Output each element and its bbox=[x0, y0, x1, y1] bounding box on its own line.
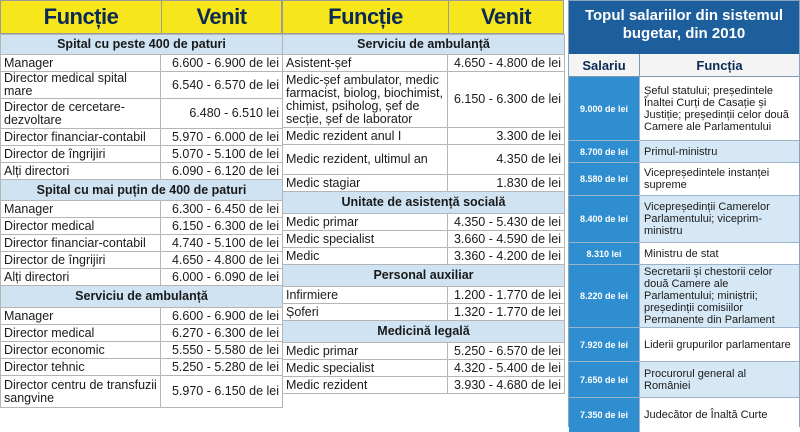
row-function: Director centru de transfuzii sangvine bbox=[1, 376, 161, 408]
row-income: 5.970 - 6.000 de lei bbox=[161, 129, 283, 146]
row-function: Medic specialist bbox=[283, 231, 448, 248]
table-row bbox=[1, 55, 283, 72]
table-row bbox=[1, 269, 283, 286]
function-text: Secretarii și chestorii celor două Camere ale Parlamentului; miniștrii; președinții comisiilor Permanente din Parlament bbox=[644, 266, 775, 326]
list-item bbox=[569, 163, 799, 196]
salary-badge: 8.580 de lei bbox=[569, 163, 640, 195]
table-row bbox=[1, 308, 283, 325]
section-title: Unitate de asistență socială bbox=[283, 192, 565, 214]
row-function: Director medical spital mare bbox=[1, 72, 161, 99]
salary-badge: 8.400 de lei bbox=[569, 196, 640, 242]
salary-badge: 8.310 lei bbox=[569, 243, 640, 264]
function-text: Ministru de stat bbox=[640, 243, 799, 264]
middle-table bbox=[282, 34, 565, 394]
section-title: Spital cu mai puțin de 400 de paturi bbox=[1, 180, 283, 201]
table-row bbox=[1, 201, 283, 218]
table-row bbox=[283, 72, 565, 128]
salary-badge: 9.000 de lei bbox=[569, 77, 640, 140]
row-function: Director tehnic bbox=[1, 359, 161, 376]
table-row bbox=[1, 146, 283, 163]
table-row bbox=[283, 287, 565, 304]
list-item bbox=[569, 141, 799, 163]
row-function: Director medical bbox=[1, 325, 161, 342]
row-function: Director financiar-contabil bbox=[1, 235, 161, 252]
table-row bbox=[283, 343, 565, 360]
row-income: 6.270 - 6.300 de lei bbox=[161, 325, 283, 342]
row-function: Director de îngrijiri bbox=[1, 146, 161, 163]
salary-badge: 8.700 de lei bbox=[569, 141, 640, 162]
row-function: Director de îngrijiri bbox=[1, 252, 161, 269]
row-income: 3.300 de lei bbox=[448, 128, 565, 145]
table-row bbox=[283, 248, 565, 265]
row-function: Medic stagiar bbox=[283, 175, 448, 192]
left-header-function: Funcție bbox=[1, 1, 162, 33]
row-income: 3.930 - 4.680 de lei bbox=[448, 377, 565, 394]
table-row bbox=[283, 175, 565, 192]
row-income: 5.970 - 6.150 de lei bbox=[161, 376, 283, 408]
row-income: 5.550 - 5.580 de lei bbox=[161, 342, 283, 359]
row-income: 4.650 - 4.800 de lei bbox=[161, 252, 283, 269]
row-income: 6.150 - 6.300 de lei bbox=[448, 72, 565, 128]
middle-column bbox=[282, 0, 564, 427]
list-item bbox=[569, 328, 799, 362]
row-function: Medic primar bbox=[283, 343, 448, 360]
row-function: Medic rezident bbox=[283, 377, 448, 394]
row-function: Alți directori bbox=[1, 269, 161, 286]
table-row bbox=[1, 129, 283, 146]
list-item bbox=[569, 362, 799, 398]
panel-header-function: Funcția bbox=[696, 57, 743, 73]
row-income: 6.600 - 6.900 de lei bbox=[161, 55, 283, 72]
row-income: 6.150 - 6.300 de lei bbox=[161, 218, 283, 235]
table-row bbox=[1, 218, 283, 235]
row-function: Infirmiere bbox=[283, 287, 448, 304]
section-title: Serviciu de ambulanță bbox=[1, 286, 283, 308]
table-row bbox=[1, 72, 283, 99]
section-title: Medicină legală bbox=[283, 321, 565, 343]
row-function: Medic-șef ambulator, medic farmacist, biolog, biochimist, chimist, psiholog, șef de secție, șef de laborator bbox=[283, 72, 448, 128]
row-income: 3.360 - 4.200 de lei bbox=[448, 248, 565, 265]
salary-badge: 8.220 de lei bbox=[569, 265, 640, 327]
function-text: Șeful statului; președintele Înaltei Curți de Casație și Justiție; președinții celor două Camere ale Parlamentului bbox=[640, 77, 799, 140]
row-income: 6.300 - 6.450 de lei bbox=[161, 201, 283, 218]
row-function: Manager bbox=[1, 201, 161, 218]
section-title: Serviciu de ambulanță bbox=[283, 35, 565, 55]
table-row bbox=[1, 99, 283, 129]
table-row bbox=[1, 342, 283, 359]
row-function: Medic rezident, ultimul an bbox=[283, 145, 448, 175]
row-income: 4.320 - 5.400 de lei bbox=[448, 360, 565, 377]
table-row bbox=[283, 128, 565, 145]
row-income: 6.600 - 6.900 de lei bbox=[161, 308, 283, 325]
table-row bbox=[283, 360, 565, 377]
list-item bbox=[569, 265, 799, 328]
salary-badge: 7.920 de lei bbox=[569, 328, 640, 361]
row-function: Medic specialist bbox=[283, 360, 448, 377]
panel-title: Topul salariilor din sistemul bugetar, din 2010 bbox=[569, 1, 799, 54]
row-function: Manager bbox=[1, 55, 161, 72]
table-row bbox=[283, 55, 565, 72]
salary-badge: 7.350 de lei bbox=[569, 398, 640, 432]
row-income: 4.350 de lei bbox=[448, 145, 565, 175]
table-row bbox=[283, 377, 565, 394]
row-function: Șoferi bbox=[283, 304, 448, 321]
section-title: Spital cu peste 400 de paturi bbox=[1, 35, 283, 55]
left-header bbox=[0, 0, 282, 34]
table-row bbox=[1, 252, 283, 269]
function-text: Liderii grupurilor parlamentare bbox=[640, 328, 799, 361]
middle-header bbox=[282, 0, 564, 34]
function-text: Judecător de Înaltă Curte bbox=[640, 398, 799, 432]
function-text: Primul-ministru bbox=[644, 145, 718, 158]
row-income: 4.350 - 5.430 de lei bbox=[448, 214, 565, 231]
function-text: Procurorul general al României bbox=[644, 367, 747, 392]
row-income: 1.320 - 1.770 de lei bbox=[448, 304, 565, 321]
list-item bbox=[569, 243, 799, 265]
row-function: Manager bbox=[1, 308, 161, 325]
row-function: Medic rezident anul I bbox=[283, 128, 448, 145]
panel-header bbox=[569, 54, 799, 77]
left-table bbox=[0, 34, 283, 408]
panel-header-salary: Salariu bbox=[569, 54, 640, 76]
row-income: 5.250 - 6.570 de lei bbox=[448, 343, 565, 360]
list-item bbox=[569, 77, 799, 141]
row-income: 6.090 - 6.120 de lei bbox=[161, 163, 283, 180]
row-function: Asistent-șef bbox=[283, 55, 448, 72]
left-header-income: Venit bbox=[196, 4, 247, 29]
list-item bbox=[569, 196, 799, 243]
top-salaries-panel bbox=[568, 0, 800, 427]
row-income: 6.480 - 6.510 lei bbox=[161, 99, 283, 129]
table-row bbox=[1, 359, 283, 376]
table-row bbox=[1, 325, 283, 342]
row-function: Director medical bbox=[1, 218, 161, 235]
row-function: Director financiar-contabil bbox=[1, 129, 161, 146]
function-text: Vicepreședintele instanței supreme bbox=[640, 163, 799, 195]
row-income: 3.660 - 4.590 de lei bbox=[448, 231, 565, 248]
row-income: 1.200 - 1.770 de lei bbox=[448, 287, 565, 304]
row-income: 5.250 - 5.280 de lei bbox=[161, 359, 283, 376]
table-row bbox=[283, 214, 565, 231]
middle-header-income: Venit bbox=[480, 4, 532, 29]
section-title: Personal auxiliar bbox=[283, 265, 565, 287]
table-row bbox=[1, 235, 283, 252]
middle-header-function: Funcție bbox=[283, 1, 449, 33]
row-income: 4.650 - 4.800 de lei bbox=[448, 55, 565, 72]
row-income: 5.070 - 5.100 de lei bbox=[161, 146, 283, 163]
function-text: Vicepreședinții Camerelor Parlamentului; viceprim-ministru bbox=[644, 201, 770, 237]
left-column bbox=[0, 0, 282, 427]
row-income: 6.000 - 6.090 de lei bbox=[161, 269, 283, 286]
row-function: Alți directori bbox=[1, 163, 161, 180]
row-function: Medic bbox=[283, 248, 448, 265]
table-row bbox=[283, 231, 565, 248]
table-row bbox=[283, 145, 565, 175]
row-function: Director economic bbox=[1, 342, 161, 359]
row-income: 4.740 - 5.100 de lei bbox=[161, 235, 283, 252]
row-function: Director de cercetare-dezvoltare bbox=[1, 99, 161, 129]
row-income: 1.830 de lei bbox=[448, 175, 565, 192]
row-income: 6.540 - 6.570 de lei bbox=[161, 72, 283, 99]
table-row bbox=[1, 376, 283, 408]
table-row bbox=[283, 304, 565, 321]
table-row bbox=[1, 163, 283, 180]
row-function: Medic primar bbox=[283, 214, 448, 231]
salary-badge: 7.650 de lei bbox=[569, 362, 640, 397]
